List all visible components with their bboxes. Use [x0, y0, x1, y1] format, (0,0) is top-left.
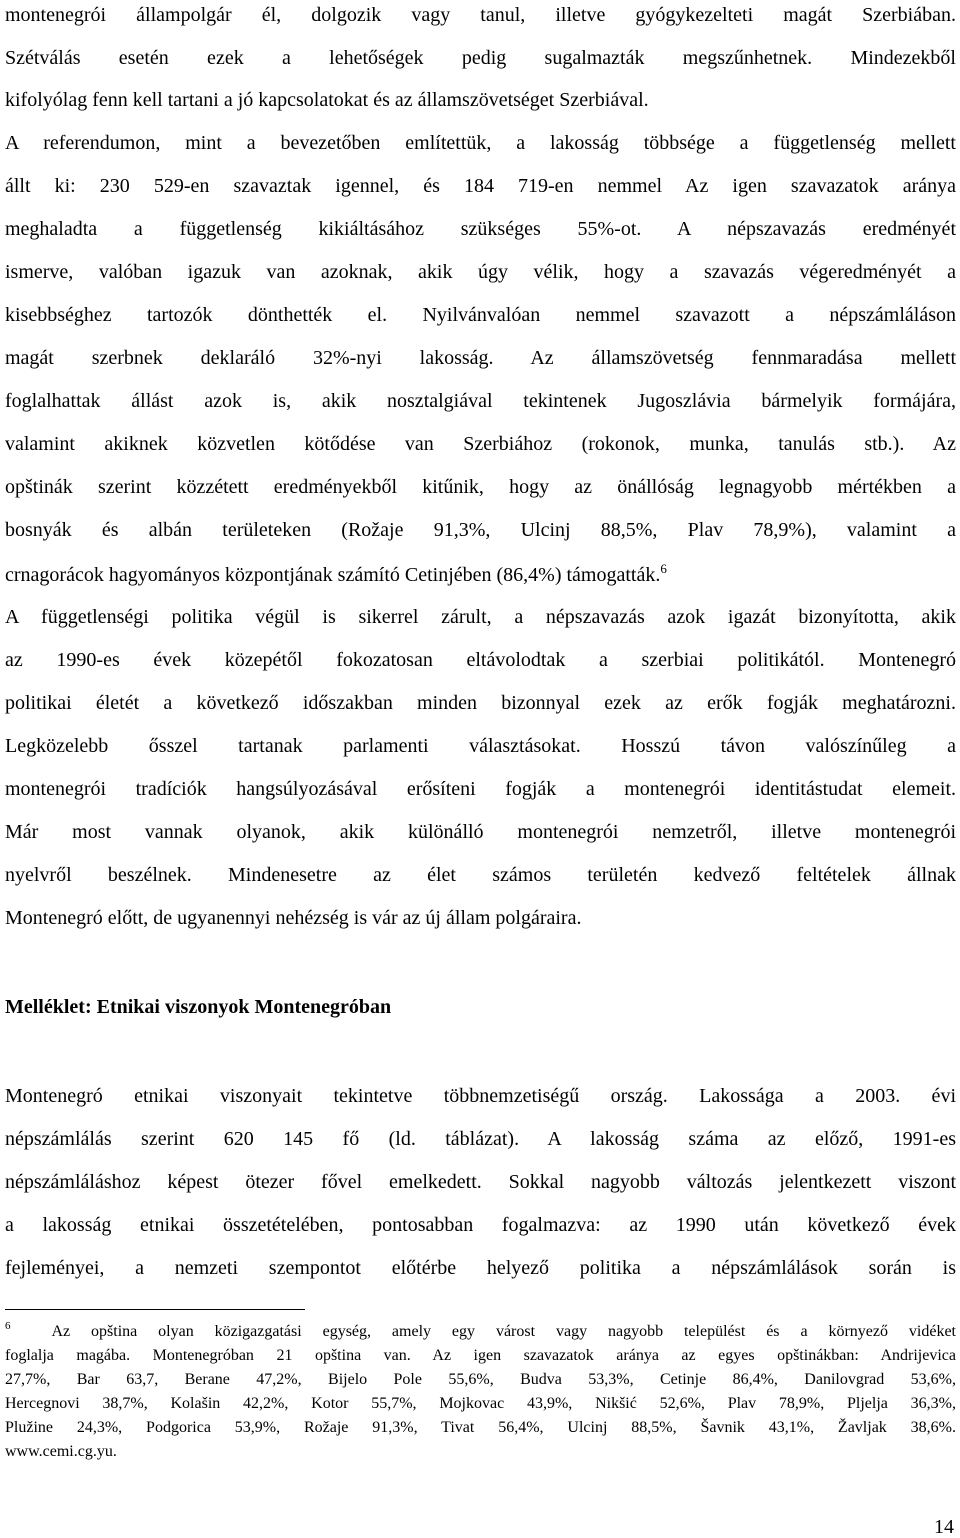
body-line: bosnyák és albán területeken (Rožaje 91,3%, Ulcinj 88,5%, Plav 78,9%), valamint a [5, 519, 956, 541]
body-line: Montenegró előtt, de ugyanennyi nehézség is vár az új állam polgáraira. [5, 907, 582, 929]
footnote-line: 27,7%, Bar 63,7, Berane 47,2%, Bijelo Pole 55,6%, Budva 53,3%, Cetinje 86,4%, Danilovgrad 53,6%, [5, 1371, 956, 1388]
footnote-line-first [5, 1322, 956, 1342]
body-line: állt ki: 230 529-en szavaztak igennel, és 184 719-en nemmel Az igen szavazatok aránya [5, 175, 956, 197]
body-line: foglalhattak állást azok is, akik nosztalgiával tekintenek Jugoszlávia bármelyik formájára, [5, 390, 956, 412]
footnote-reference[interactable]: 6 [660, 561, 667, 576]
body-line: opštinák szerint közzétett eredményekből kitűnik, hogy az önállóság legnagyobb mértékben a [5, 476, 956, 498]
body-line: ismerve, valóban igazuk van azoknak, akik úgy vélik, hogy a szavazás végeredményét a [5, 261, 956, 283]
footnote-line: Plužine 24,3%, Podgorica 53,9%, Rožaje 91,3%, Tivat 56,4%, Ulcinj 88,5%, Šavnik 43,1%, Žavljak 38,6%. [5, 1419, 956, 1436]
body-line: meghaladta a függetlenség kikiáltásához szükséges 55%-ot. A népszavazás eredményét [5, 218, 956, 240]
body-line: Legközelebb ősszel tartanak parlamenti választásokat. Hosszú távon valószínűleg a [5, 735, 956, 757]
body-line: valamint akiknek közvetlen kötődése van Szerbiához (rokonok, munka, tanulás stb.). Az [5, 433, 956, 455]
footnote-link[interactable]: www.cemi.cg.yu. [5, 1443, 117, 1460]
body-line: A referendumon, mint a bevezetőben említettük, a lakosság többsége a függetlenség mellett [5, 132, 956, 154]
footnote-number: 6 [5, 1320, 11, 1332]
body-line: Már most vannak olyanok, akik különálló montenegrói nemzetről, illetve montenegrói [5, 821, 956, 843]
appendix-line: népszámláláshoz képest ötezer fővel emelkedett. Sokkal nagyobb változás jelentkezett viszont [5, 1171, 956, 1193]
appendix-line: Montenegró etnikai viszonyait tekintetve többnemzetiségű ország. Lakossága a 2003. évi [5, 1085, 956, 1107]
appendix-line: fejleményei, a nemzeti szempontot előtérbe helyező politika a népszámlálások során is [5, 1257, 956, 1279]
body-line: A függetlenségi politika végül is sikerrel zárult, a népszavazás azok igazát bizonyította, akik [5, 606, 956, 628]
body-line: Szétválás esetén ezek a lehetőségek pedig sugalmazták megszűnhetnek. Mindezekből [5, 47, 956, 69]
appendix-heading: Melléklet: Etnikai viszonyok Montenegróban [5, 996, 392, 1018]
footnote-separator [5, 1309, 305, 1310]
footnote-line: foglalja magába. Montenegróban 21 opština van. Az igen szavazatok aránya az egyes opštinákban: Andrijevica [5, 1347, 956, 1364]
footnote-line: Hercegnovi 38,7%, Kolašin 42,2%, Kotor 55,7%, Mojkovac 43,9%, Nikšić 52,6%, Plav 78,9%, Pljelja 36,3%, [5, 1395, 956, 1412]
body-line-with-footnote-ref [5, 563, 956, 587]
appendix-line: népszámlálás szerint 620 145 fő (ld. táblázat). A lakosság száma az előző, 1991-es [5, 1128, 956, 1150]
body-line: montenegrói állampolgár él, dolgozik vagy tanul, illetve gyógykezelteti magát Szerbiában. [5, 4, 956, 26]
body-line: kifolyólag fenn kell tartani a jó kapcsolatokat és az államszövetséget Szerbiával. [5, 89, 649, 111]
body-line: magát szerbnek deklaráló 32%-nyi lakosság. Az államszövetség fennmaradása mellett [5, 347, 956, 369]
page-number: 14 [934, 1516, 954, 1538]
body-line-text: crnagorácok hagyományos központjának számító Cetinjében (86,4%) támogatták. [5, 564, 661, 586]
body-line: kisebbséghez tartozók dönthették el. Nyilvánvalóan nemmel szavazott a népszámláláson [5, 304, 956, 326]
body-line: politikai életét a következő időszakban minden bizonnyal ezek az erők fogják meghatározni. [5, 692, 956, 714]
body-line: nyelvről beszélnek. Mindenesetre az élet számos területén kedvező feltételek állnak [5, 864, 956, 886]
body-line: montenegrói tradíciók hangsúlyozásával erősíteni fogják a montenegrói identitástudat elemeit. [5, 778, 956, 800]
appendix-line: a lakosság etnikai összetételében, pontosabban fogalmazva: az 1990 után következő évek [5, 1214, 956, 1236]
footnote-text: Az opština olyan közigazgatási egység, amely egy várost vagy nagyobb települést és a környező vidéket [51, 1323, 956, 1340]
body-line: az 1990-es évek közepétől fokozatosan eltávolodtak a szerbiai politikától. Montenegró [5, 649, 956, 671]
